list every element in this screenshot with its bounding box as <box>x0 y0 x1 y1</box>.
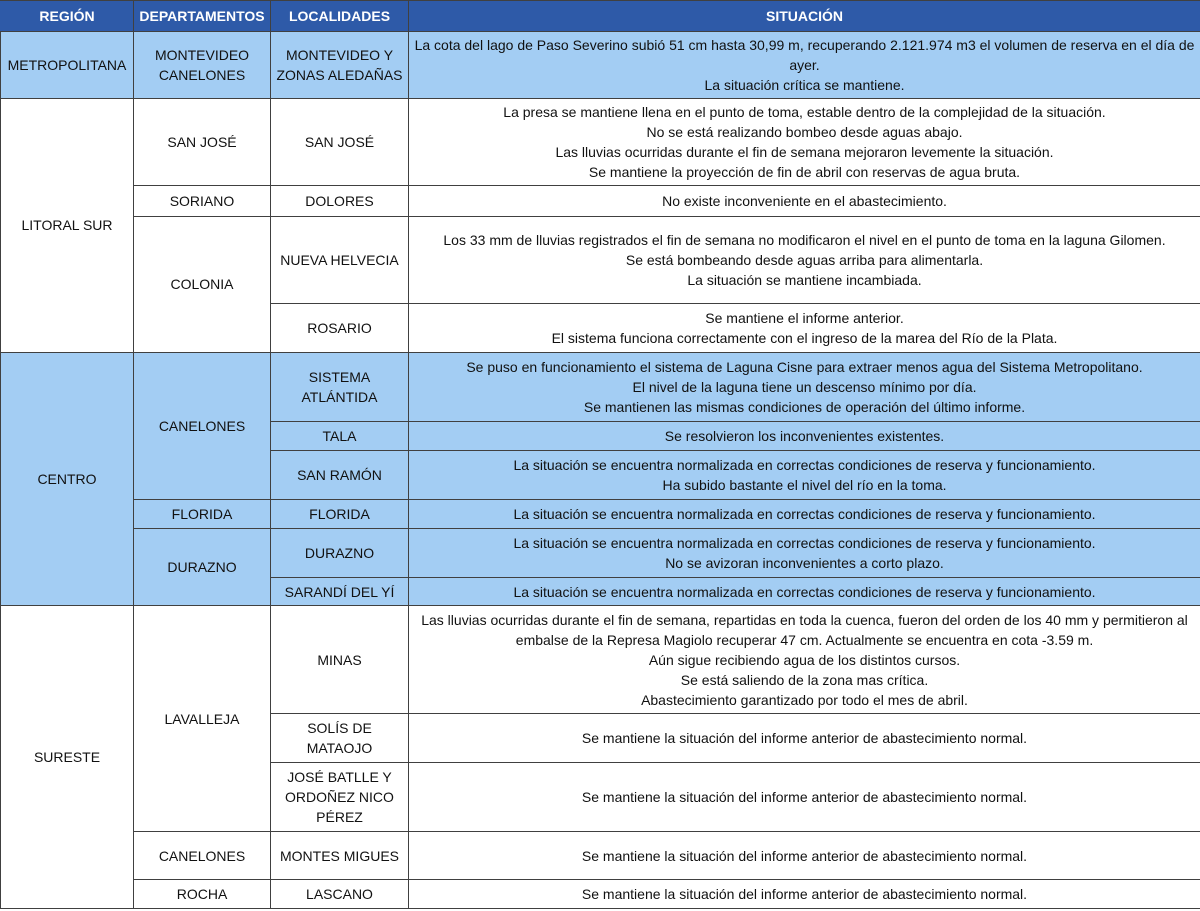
situation-line: La situación se encuentra normalizada en correctas condiciones de reserva y funcionamiento. <box>513 535 1096 552</box>
header-departamentos: DEPARTAMENTOS <box>134 1 271 32</box>
department-cell: SORIANO <box>134 186 271 216</box>
situation-cell <box>409 303 1200 352</box>
locality-cell: SARANDÍ DEL YÍ <box>271 578 409 606</box>
situation-line: Se mantiene la situación del informe anterior de abastecimiento normal. <box>581 847 1028 864</box>
department-cell: LAVALLEJA <box>134 606 271 831</box>
table-row <box>1 529 1200 578</box>
department-cell: ROCHA <box>134 880 271 909</box>
situation-cell <box>409 529 1200 578</box>
situation-line: Se mantiene la situación del informe anterior de abastecimiento normal. <box>581 788 1028 805</box>
department-cell: SAN JOSÉ <box>134 98 271 185</box>
situation-line: Abastecimiento garantizado por todo el mes de abril. <box>641 691 968 708</box>
locality-cell: ROSARIO <box>271 303 409 352</box>
situation-line: El nivel de la laguna tiene un descenso mínimo por día. <box>632 378 977 395</box>
locality-cell: DURAZNO <box>271 529 409 578</box>
table-row <box>1 216 1200 303</box>
table-row <box>1 499 1200 528</box>
situation-line: Las lluvias ocurridas durante el fin de semana, repartidas en toda la cuenca, fueron del orden de los 40 mm y permitieron al embalse de la Represa Magiolo recuperar 47 cm. Actualmente se encuentra en cota -3.59 m. <box>421 611 1188 648</box>
locality-cell: SAN RAMÓN <box>271 451 409 500</box>
locality-cell: LASCANO <box>271 880 409 909</box>
region-cell: METROPOLITANA <box>1 32 134 99</box>
region-cell: LITORAL SUR <box>1 98 134 352</box>
situation-cell <box>409 421 1200 450</box>
situation-line: Aún sigue recibiendo agua de los distintos cursos. <box>648 651 961 668</box>
department-cell: FLORIDA <box>134 499 271 528</box>
situation-line: La situación se encuentra normalizada en correctas condiciones de reserva y funcionamiento. <box>513 506 1096 523</box>
situation-line: Se puso en funcionamiento el sistema de Laguna Cisne para extraer menos agua del Sistema Metropolitano. <box>466 358 1143 375</box>
region-cell: CENTRO <box>1 352 134 606</box>
locality-cell: FLORIDA <box>271 499 409 528</box>
situation-line: Se mantiene la situación del informe anterior de abastecimiento normal. <box>581 886 1028 903</box>
situation-line: El sistema funciona correctamente con el ingreso de la marea del Río de la Plata. <box>551 329 1058 346</box>
department-cell: CANELONES <box>134 831 271 880</box>
department-cell: COLONIA <box>134 216 271 352</box>
situation-line: La situación se encuentra normalizada en correctas condiciones de reserva y funcionamiento. <box>513 583 1096 600</box>
situation-line: La situación se mantiene incambiada. <box>687 271 922 288</box>
situation-cell <box>409 451 1200 500</box>
situation-line: Los 33 mm de lluvias registrados el fin de semana no modificaron el nivel en el punto de toma en la laguna Gilomen. <box>443 231 1166 248</box>
situation-line: Se está bombeando desde aguas arriba para alimentarla. <box>625 251 984 268</box>
locality-cell: SOLÍS DE MATAOJO <box>271 714 409 763</box>
situation-line: Se está saliendo de la zona mas crítica. <box>680 671 929 688</box>
situation-line: No se avizoran inconvenientes a corto plazo. <box>665 555 944 572</box>
situation-line: Se resolvieron los inconvenientes existentes. <box>664 427 945 444</box>
situation-line: La situación se encuentra normalizada en correctas condiciones de reserva y funcionamiento. <box>513 457 1096 473</box>
situation-cell <box>409 578 1200 606</box>
situation-cell <box>409 216 1200 303</box>
header-localidades: LOCALIDADES <box>271 1 409 32</box>
situation-cell <box>409 762 1200 831</box>
department-cell: MONTEVIDEO CANELONES <box>134 32 271 99</box>
situation-line: La cota del lago de Paso Severino subió 51 cm hasta 30,99 m, recuperando 2.121.974 m3 el volumen de reserva en el día de ayer. <box>414 36 1195 73</box>
situation-cell <box>409 98 1200 185</box>
locality-cell: DOLORES <box>271 186 409 216</box>
table-row <box>1 98 1200 185</box>
situation-cell <box>409 32 1200 99</box>
situation-cell <box>409 499 1200 528</box>
header-situacion: SITUACIÓN <box>409 1 1200 32</box>
department-cell: CANELONES <box>134 352 271 499</box>
situation-cell <box>409 186 1200 216</box>
situation-line: La presa se mantiene llena en el punto de toma, estable dentro de la complejidad de la situación. <box>503 104 1106 121</box>
region-cell: SURESTE <box>1 606 134 909</box>
situation-line: Se mantienen las mismas condiciones de operación del último informe. <box>583 398 1026 415</box>
table-row <box>1 880 1200 909</box>
situation-line: No existe inconveniente en el abastecimiento. <box>662 192 947 209</box>
locality-cell: MONTES MIGUES <box>271 831 409 880</box>
situation-line: Se mantiene la situación del informe anterior de abastecimiento normal. <box>581 729 1028 746</box>
situation-line: Se mantiene la proyección de fin de abril con reservas de agua bruta. <box>588 164 1021 181</box>
table-row <box>1 831 1200 880</box>
situation-cell <box>409 831 1200 880</box>
header-region: REGIÓN <box>1 1 134 32</box>
situation-cell <box>409 352 1200 421</box>
locality-cell: JOSÉ BATLLE Y ORDOÑEZ NICO PÉREZ <box>271 762 409 831</box>
situation-line: La situación crítica se mantiene. <box>704 76 905 93</box>
situation-line: Ha subido bastante el nivel del río en la toma. <box>662 477 947 493</box>
locality-cell: SAN JOSÉ <box>271 98 409 185</box>
situation-cell <box>409 714 1200 763</box>
header-row <box>1 1 1200 32</box>
situation-cell <box>409 880 1200 909</box>
locality-cell: TALA <box>271 421 409 450</box>
locality-cell: MINAS <box>271 606 409 714</box>
table-row <box>1 606 1200 714</box>
department-cell: DURAZNO <box>134 529 271 606</box>
situation-cell <box>409 606 1200 714</box>
situation-line: No se está realizando bombeo desde aguas abajo. <box>646 124 963 141</box>
situation-line: Se mantiene el informe anterior. <box>705 309 904 326</box>
situation-line: Las lluvias ocurridas durante el fin de semana mejoraron levemente la situación. <box>555 144 1054 161</box>
locality-cell: SISTEMA ATLÁNTIDA <box>271 352 409 421</box>
locality-cell: NUEVA HELVECIA <box>271 216 409 303</box>
table-row <box>1 352 1200 421</box>
table-row <box>1 186 1200 216</box>
table-row <box>1 32 1200 99</box>
locality-cell: MONTEVIDEO Y ZONAS ALEDAÑAS <box>271 32 409 99</box>
